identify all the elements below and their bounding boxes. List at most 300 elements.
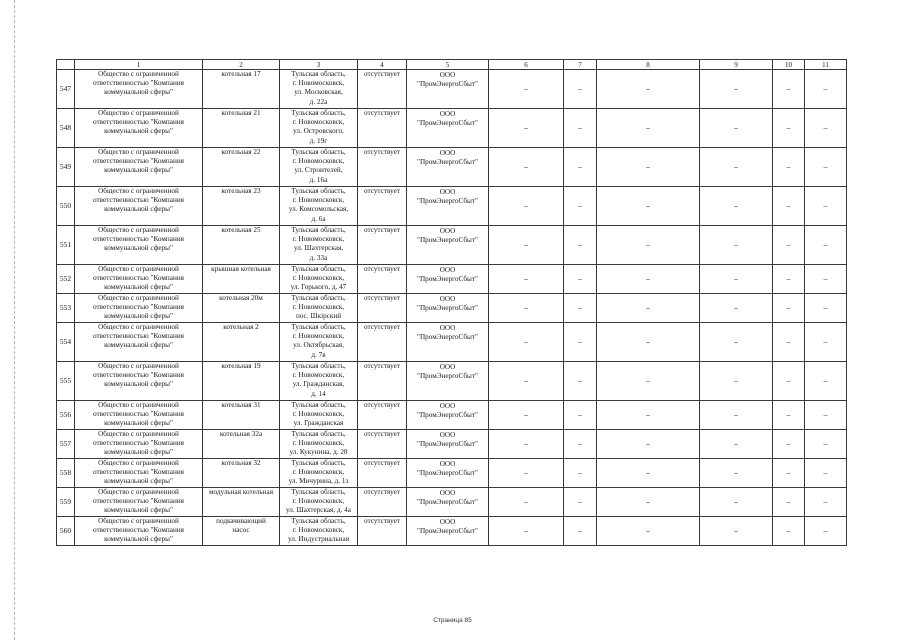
empty-value-cell: – <box>805 430 847 459</box>
supplier-line: ООО <box>439 489 456 497</box>
supplier-cell <box>407 265 489 294</box>
object-cell <box>203 401 280 430</box>
empty-value-cell: – <box>489 109 564 148</box>
address-line: д. 14 <box>311 389 326 398</box>
organization-line: коммунальной сферы" <box>104 312 173 321</box>
address-line: ул. Шахтерская, д. 4а <box>286 506 351 515</box>
empty-value-cell: – <box>773 226 805 265</box>
organization-line: Общество с ограниченной <box>98 265 179 273</box>
address-line: ул. Гражданская <box>293 419 344 428</box>
binding-margin-line <box>14 0 15 640</box>
address-cell <box>280 430 358 459</box>
object-line: котельная 20м <box>219 294 263 302</box>
organization-line: коммунальной сферы" <box>104 283 173 292</box>
object-cell <box>203 109 280 148</box>
object-line: подкачивающий <box>216 517 266 525</box>
table-row <box>57 488 847 517</box>
table-row <box>57 187 847 226</box>
empty-value-cell: – <box>597 265 700 294</box>
page-number-footer: Страница 85 <box>433 617 472 624</box>
address-line: ул. Островского, <box>293 127 344 136</box>
empty-value-cell: – <box>700 459 773 488</box>
organization-line: коммунальной сферы" <box>104 535 173 544</box>
column-number: 5 <box>407 60 489 70</box>
row-number-cell: 553 <box>57 294 75 323</box>
supplier-line: "ПромЭнергоСбыт" <box>417 158 478 167</box>
supplier-cell <box>407 401 489 430</box>
organization-cell <box>75 488 203 517</box>
row-number-cell: 559 <box>57 488 75 517</box>
column-number: 1 <box>75 60 203 70</box>
address-line: Тульская область, <box>291 187 346 195</box>
empty-value-cell: – <box>773 323 805 362</box>
organization-line: коммунальной сферы" <box>104 127 173 136</box>
address-line: г. Новомосковск, <box>292 332 345 341</box>
supplier-cell <box>407 517 489 546</box>
empty-value-cell: – <box>700 488 773 517</box>
organization-line: коммунальной сферы" <box>104 477 173 486</box>
address-line: Тульская область, <box>291 70 346 78</box>
address-cell <box>280 187 358 226</box>
column-number: 10 <box>773 60 805 70</box>
address-line: г. Новомосковск, <box>292 274 345 283</box>
row-number-cell: 552 <box>57 265 75 294</box>
address-line: Тульская область, <box>291 517 346 525</box>
address-cell <box>280 265 358 294</box>
object-cell <box>203 517 280 546</box>
empty-value-cell: – <box>564 362 597 401</box>
empty-value-cell: – <box>564 459 597 488</box>
address-line: д. 22а <box>309 97 328 106</box>
empty-value-cell: – <box>564 148 597 187</box>
organization-cell <box>75 459 203 488</box>
address-line: Тульская область, <box>291 459 346 467</box>
empty-value-cell: – <box>805 488 847 517</box>
address-line: Тульская область, <box>291 401 346 409</box>
address-line: ул. Московская, <box>294 88 343 97</box>
empty-value-cell: – <box>773 362 805 401</box>
table-row <box>57 148 847 187</box>
row-number-cell: 547 <box>57 70 75 109</box>
empty-value-cell: – <box>700 401 773 430</box>
organization-cell <box>75 226 203 265</box>
address-cell <box>280 294 358 323</box>
empty-value-cell: – <box>564 109 597 148</box>
object-line: модульная котельная <box>208 488 274 496</box>
table-row <box>57 401 847 430</box>
empty-value-cell: – <box>700 430 773 459</box>
organization-line: ответственностью "Компания <box>93 274 184 283</box>
object-cell <box>203 488 280 517</box>
supplier-line: "ПромЭнергоСбыт" <box>417 498 478 507</box>
empty-value-cell: – <box>489 226 564 265</box>
address-line: Тульская область, <box>291 109 346 117</box>
table-row <box>57 265 847 294</box>
organization-line: ответственностью "Компания <box>93 526 184 535</box>
object-line: котельная 31 <box>221 401 261 409</box>
address-line: г. Новомосковск, <box>292 235 345 244</box>
address-line: Тульская область, <box>291 430 346 438</box>
address-line: ул. Индустриальная <box>287 535 350 544</box>
empty-value-cell: – <box>773 265 805 294</box>
address-line: г. Новомосковск, <box>292 371 345 380</box>
supplier-line: ООО <box>439 402 456 410</box>
organization-line: Общество с ограниченной <box>98 362 179 370</box>
supplier-line: "ПромЭнергоСбыт" <box>417 119 478 128</box>
empty-value-cell: – <box>597 109 700 148</box>
object-cell <box>203 294 280 323</box>
col4-cell: отсутствует <box>358 517 407 546</box>
empty-value-cell: – <box>805 362 847 401</box>
empty-value-cell: – <box>773 70 805 109</box>
supplier-line: ООО <box>439 266 456 274</box>
address-line: ул. Октябрьская, <box>293 341 344 350</box>
table-row <box>57 109 847 148</box>
empty-value-cell: – <box>489 70 564 109</box>
empty-value-cell: – <box>773 488 805 517</box>
empty-value-cell: – <box>597 187 700 226</box>
organization-cell <box>75 323 203 362</box>
object-line: котельная 19 <box>221 362 261 370</box>
organization-line: ответственностью "Компания <box>93 157 184 166</box>
address-line: д. 19г <box>309 136 328 145</box>
col4-cell: отсутствует <box>358 148 407 187</box>
empty-value-cell: – <box>700 70 773 109</box>
organization-line: коммунальной сферы" <box>104 448 173 457</box>
organization-line: ответственностью "Компания <box>93 410 184 419</box>
empty-value-cell: – <box>773 430 805 459</box>
object-cell <box>203 265 280 294</box>
address-line: г. Новомосковск, <box>292 157 345 166</box>
supplier-line: ООО <box>439 295 456 303</box>
empty-value-cell: – <box>564 70 597 109</box>
empty-value-cell: – <box>700 187 773 226</box>
organization-line: Общество с ограниченной <box>98 430 179 438</box>
column-number: 4 <box>358 60 407 70</box>
empty-value-cell: – <box>773 187 805 226</box>
empty-value-cell: – <box>805 323 847 362</box>
col4-cell: отсутствует <box>358 70 407 109</box>
address-line: ул. Мичурина, д. 1з <box>288 477 349 486</box>
address-line: г. Новомосковск, <box>292 497 345 506</box>
empty-value-cell: – <box>564 187 597 226</box>
object-cell <box>203 323 280 362</box>
supplier-cell <box>407 488 489 517</box>
object-line: крышная котельная <box>211 265 271 273</box>
supplier-cell <box>407 148 489 187</box>
supplier-cell <box>407 70 489 109</box>
object-cell <box>203 187 280 226</box>
table-row <box>57 517 847 546</box>
col4-cell: отсутствует <box>358 459 407 488</box>
address-line: Тульская область, <box>291 148 346 156</box>
object-line: котельная 32 <box>221 459 261 467</box>
address-line: Тульская область, <box>291 362 346 370</box>
table-row <box>57 323 847 362</box>
address-line: Тульская область, <box>291 323 346 331</box>
col4-cell: отсутствует <box>358 226 407 265</box>
header-blank-cell <box>57 60 75 70</box>
organization-line: коммунальной сферы" <box>104 419 173 428</box>
organization-line: коммунальной сферы" <box>104 244 173 253</box>
supplier-line: ООО <box>439 149 456 157</box>
table-row <box>57 430 847 459</box>
address-line: ул. Комсомольская, <box>288 205 349 214</box>
empty-value-cell: – <box>564 294 597 323</box>
address-cell <box>280 517 358 546</box>
address-line: г. Новомосковск, <box>292 410 345 419</box>
empty-value-cell: – <box>489 265 564 294</box>
organization-line: Общество с ограниченной <box>98 226 179 234</box>
organization-cell <box>75 430 203 459</box>
organization-line: ответственностью "Компания <box>93 303 184 312</box>
empty-value-cell: – <box>700 109 773 148</box>
row-number-cell: 555 <box>57 362 75 401</box>
address-cell <box>280 148 358 187</box>
empty-value-cell: – <box>564 226 597 265</box>
empty-value-cell: – <box>597 362 700 401</box>
empty-value-cell: – <box>564 430 597 459</box>
register-table <box>56 59 847 546</box>
address-line: ул. Шахтерская, <box>293 244 344 253</box>
address-cell <box>280 459 358 488</box>
address-line: г. Новомосковск, <box>292 79 345 88</box>
empty-value-cell: – <box>564 265 597 294</box>
supplier-line: "ПромЭнергоСбыт" <box>417 80 478 89</box>
supplier-line: "ПромЭнергоСбыт" <box>417 275 478 284</box>
organization-line: ответственностью "Компания <box>93 79 184 88</box>
empty-value-cell: – <box>805 294 847 323</box>
row-number-cell: 558 <box>57 459 75 488</box>
supplier-line: ООО <box>439 324 456 332</box>
organization-line: ответственностью "Компания <box>93 468 184 477</box>
organization-line: коммунальной сферы" <box>104 506 173 515</box>
column-number: 8 <box>597 60 700 70</box>
organization-line: коммунальной сферы" <box>104 88 173 97</box>
col4-cell: отсутствует <box>358 362 407 401</box>
organization-line: коммунальной сферы" <box>104 341 173 350</box>
empty-value-cell: – <box>805 148 847 187</box>
supplier-cell <box>407 109 489 148</box>
col4-cell: отсутствует <box>358 488 407 517</box>
address-line: Тульская область, <box>291 226 346 234</box>
col4-cell: отсутствует <box>358 401 407 430</box>
supplier-line: "ПромЭнергоСбыт" <box>417 411 478 420</box>
empty-value-cell: – <box>773 517 805 546</box>
object-cell <box>203 430 280 459</box>
empty-value-cell: – <box>805 459 847 488</box>
row-number-cell: 560 <box>57 517 75 546</box>
address-line: д. 33а <box>309 253 328 262</box>
empty-value-cell: – <box>489 187 564 226</box>
column-number: 6 <box>489 60 564 70</box>
address-cell <box>280 362 358 401</box>
organization-cell <box>75 294 203 323</box>
organization-cell <box>75 187 203 226</box>
address-line: Тульская область, <box>291 488 346 496</box>
empty-value-cell: – <box>700 148 773 187</box>
organization-line: ответственностью "Компания <box>93 497 184 506</box>
empty-value-cell: – <box>489 362 564 401</box>
row-number-cell: 554 <box>57 323 75 362</box>
object-line: котельная 22 <box>221 148 261 156</box>
organization-line: Общество с ограниченной <box>98 148 179 156</box>
empty-value-cell: – <box>489 294 564 323</box>
supplier-line: "ПромЭнергоСбыт" <box>417 372 478 381</box>
address-line: д. 7в <box>311 350 326 359</box>
supplier-cell <box>407 226 489 265</box>
empty-value-cell: – <box>489 459 564 488</box>
organization-line: Общество с ограниченной <box>98 294 179 302</box>
empty-value-cell: – <box>597 430 700 459</box>
empty-value-cell: – <box>489 148 564 187</box>
organization-line: ответственностью "Компания <box>93 332 184 341</box>
empty-value-cell: – <box>773 459 805 488</box>
address-cell <box>280 488 358 517</box>
object-line: котельная 2 <box>223 323 259 331</box>
supplier-line: "ПромЭнергоСбыт" <box>417 440 478 449</box>
row-number-cell: 556 <box>57 401 75 430</box>
supplier-line: "ПромЭнергоСбыт" <box>417 333 478 342</box>
address-line: г. Новомосковск, <box>292 468 345 477</box>
supplier-line: ООО <box>439 71 456 79</box>
organization-cell <box>75 70 203 109</box>
object-line: котельная 25 <box>221 226 261 234</box>
empty-value-cell: – <box>597 517 700 546</box>
empty-value-cell: – <box>805 109 847 148</box>
object-line: котельная 23 <box>221 187 261 195</box>
empty-value-cell: – <box>700 226 773 265</box>
row-number-cell: 549 <box>57 148 75 187</box>
organization-line: Общество с ограниченной <box>98 109 179 117</box>
empty-value-cell: – <box>700 265 773 294</box>
empty-value-cell: – <box>597 488 700 517</box>
column-number: 2 <box>203 60 280 70</box>
address-line: ул. Горького, д. 47 <box>290 283 347 292</box>
empty-value-cell: – <box>564 488 597 517</box>
address-line: г. Новомосковск, <box>292 118 345 127</box>
empty-value-cell: – <box>700 323 773 362</box>
supplier-line: ООО <box>439 518 456 526</box>
row-number-cell: 551 <box>57 226 75 265</box>
supplier-cell <box>407 459 489 488</box>
organization-line: Общество с ограниченной <box>98 459 179 467</box>
empty-value-cell: – <box>773 401 805 430</box>
organization-line: Общество с ограниченной <box>98 323 179 331</box>
organization-cell <box>75 517 203 546</box>
organization-cell <box>75 265 203 294</box>
supplier-line: ООО <box>439 227 456 235</box>
column-number: 9 <box>700 60 773 70</box>
supplier-line: "ПромЭнергоСбыт" <box>417 304 478 313</box>
organization-line: Общество с ограниченной <box>98 488 179 496</box>
column-number: 11 <box>805 60 847 70</box>
supplier-line: ООО <box>439 431 456 439</box>
address-line: г. Новомосковск, <box>292 303 345 312</box>
address-cell <box>280 70 358 109</box>
empty-value-cell: – <box>805 187 847 226</box>
supplier-line: "ПромЭнергоСбыт" <box>417 469 478 478</box>
empty-value-cell: – <box>489 488 564 517</box>
empty-value-cell: – <box>805 401 847 430</box>
organization-line: Общество с ограниченной <box>98 401 179 409</box>
empty-value-cell: – <box>597 70 700 109</box>
empty-value-cell: – <box>700 294 773 323</box>
empty-value-cell: – <box>564 323 597 362</box>
supplier-line: ООО <box>439 363 456 371</box>
supplier-cell <box>407 430 489 459</box>
object-cell <box>203 459 280 488</box>
organization-line: ответственностью "Компания <box>93 439 184 448</box>
supplier-cell <box>407 294 489 323</box>
address-line: г. Новомосковск, <box>292 526 345 535</box>
empty-value-cell: – <box>597 459 700 488</box>
supplier-line: "ПромЭнергоСбыт" <box>417 527 478 536</box>
address-line: пос. Шкірский <box>295 312 342 321</box>
object-cell <box>203 362 280 401</box>
organization-cell <box>75 109 203 148</box>
empty-value-cell: – <box>773 294 805 323</box>
col4-cell: отсутствует <box>358 109 407 148</box>
organization-line: Общество с ограниченной <box>98 70 179 78</box>
row-number-cell: 548 <box>57 109 75 148</box>
address-cell <box>280 226 358 265</box>
row-number-cell: 550 <box>57 187 75 226</box>
organization-line: ответственностью "Компания <box>93 196 184 205</box>
empty-value-cell: – <box>773 109 805 148</box>
address-line: ул. Гражданская, <box>292 380 345 389</box>
object-cell <box>203 70 280 109</box>
column-number: 3 <box>280 60 358 70</box>
organization-cell <box>75 148 203 187</box>
col4-cell: отсутствует <box>358 430 407 459</box>
address-cell <box>280 109 358 148</box>
column-number-row <box>57 60 847 70</box>
address-cell <box>280 323 358 362</box>
empty-value-cell: – <box>805 226 847 265</box>
address-line: г. Новомосковск, <box>292 439 345 448</box>
address-line: ул. Кукунина, д. 28 <box>289 448 348 457</box>
table-row <box>57 362 847 401</box>
empty-value-cell: – <box>489 323 564 362</box>
organization-line: коммунальной сферы" <box>104 205 173 214</box>
empty-value-cell: – <box>805 70 847 109</box>
supplier-cell <box>407 323 489 362</box>
organization-line: коммунальной сферы" <box>104 166 173 175</box>
empty-value-cell: – <box>597 226 700 265</box>
empty-value-cell: – <box>489 430 564 459</box>
empty-value-cell: – <box>700 517 773 546</box>
organization-line: коммунальной сферы" <box>104 380 173 389</box>
empty-value-cell: – <box>773 148 805 187</box>
organization-line: Общество с ограниченной <box>98 187 179 195</box>
column-number: 7 <box>564 60 597 70</box>
address-line: ул. Строителей, <box>294 166 343 175</box>
col4-cell: отсутствует <box>358 323 407 362</box>
object-line: насос <box>232 526 250 535</box>
supplier-line: "ПромЭнергоСбыт" <box>417 236 478 245</box>
address-line: Тульская область, <box>291 294 346 302</box>
object-cell <box>203 148 280 187</box>
supplier-line: ООО <box>439 460 456 468</box>
empty-value-cell: – <box>597 323 700 362</box>
address-cell <box>280 401 358 430</box>
organization-line: Общество с ограниченной <box>98 517 179 525</box>
empty-value-cell: – <box>597 401 700 430</box>
supplier-line: ООО <box>439 110 456 118</box>
empty-value-cell: – <box>564 517 597 546</box>
address-line: г. Новомосковск, <box>292 196 345 205</box>
